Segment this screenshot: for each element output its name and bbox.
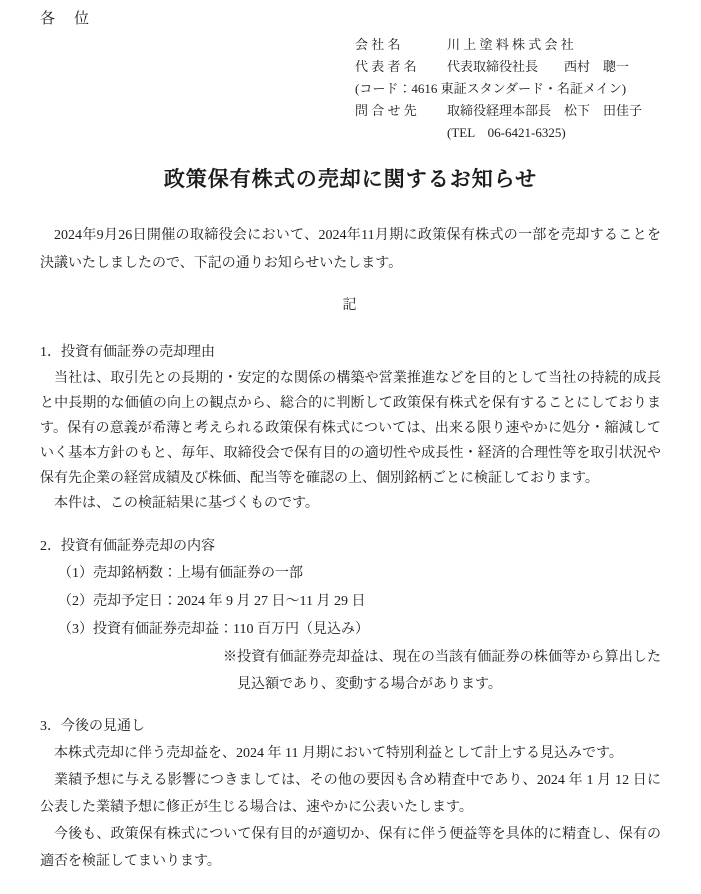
sale-item-gain: （3）投資有価証券売却益：110 百万円（見込み） — [58, 622, 369, 637]
representative-row — [355, 56, 661, 78]
section-1-heading: 1．投資有価証券の売却理由 — [40, 345, 215, 360]
section-sale-reason — [40, 340, 661, 516]
document-title: 政策保有株式の売却に関するお知らせ — [163, 167, 538, 191]
contact-label: 問 合 せ 先 — [355, 103, 417, 118]
company-name-label: 会 社 名 — [355, 37, 401, 52]
intro-paragraph: 2024年9月26日開催の取締役会において、2024年11月期に政策保有株式の一部を売却することを決議いたしましたので、下記の通りお知らせいたします。 — [40, 228, 661, 271]
contact-value: 取締役経理本部長 松下 田佳子 — [447, 103, 643, 118]
sale-item-brands: （1）売却銘柄数：上場有価証券の一部 — [58, 566, 303, 581]
sale-item-schedule: （2）売却予定日：2024 年 9 月 27 日～11 月 29 日 — [58, 594, 366, 609]
section-3-paragraph-3: 今後も、政策保有株式について保有目的が適切か、保有に伴う便益等を具体的に精査し、保有の適否を検証してまいります。 — [40, 827, 661, 869]
company-info-block — [355, 34, 661, 144]
ki-marker: 記 — [342, 298, 359, 313]
tel-row — [447, 122, 661, 144]
section-2-heading: 2．投資有価証券売却の内容 — [40, 539, 215, 554]
section-1-paragraph-2: 本件は、この検証結果に基づくものです。 — [54, 496, 319, 511]
representative-label: 代 表 者 名 — [355, 59, 417, 74]
sale-gain-note: ※投資有価証券売却益は、現在の当該有価証券の株価等から算出した見込額であり、変動する場合があります。 — [223, 650, 661, 692]
section-3-body — [40, 740, 661, 875]
section-outlook — [40, 714, 661, 875]
company-name-row — [355, 34, 661, 56]
stock-code-row — [355, 78, 661, 100]
section-3-paragraph-2: 業績予想に与える影響につきましては、その他の要因も含め精査中であり、2024 年 1 月 12 日に公表した業績予想に修正が生じる場合は、速やかに公表いたします。 — [40, 773, 661, 815]
representative-value: 代表取締役社長 西村 聰一 — [447, 59, 630, 74]
section-3-paragraph-1: 本株式売却に伴う売却益を、2024 年 11 月期において特別利益として計上する見込みです。 — [54, 746, 623, 761]
company-name-value: 川 上 塗 料 株 式 会 社 — [447, 37, 574, 52]
section-sale-details — [40, 534, 661, 698]
recipient-line: 各 位 — [40, 11, 92, 27]
tel-line: (TEL 06-6421-6325) — [447, 125, 566, 140]
contact-row — [355, 100, 661, 122]
section-1-body — [40, 366, 661, 516]
section-1-paragraph-1: 当社は、取引先との長期的・安定的な関係の構築や営業推進などを目的として当社の持続的成長と中長期的な価値の向上の観点から、総合的に判断して政策保有株式を保有することにしております。保有の意義が希薄と考えられる政策保有株式については、出来る限り速やかに処分・縮減していく基本方針のもと、毎年、取締役会で保有目的の適切性や成長性・経済的合理性等を取引状況や保有先企業の経営成績及び株価、配当等を確認の上、個別銘柄ごとに検証しております。 — [40, 371, 661, 486]
stock-code-line: (コード：4616 東証スタンダード・名証メイン) — [355, 81, 627, 96]
section-3-heading: 3．今後の見通し — [40, 719, 145, 734]
sale-detail-items — [58, 560, 661, 644]
